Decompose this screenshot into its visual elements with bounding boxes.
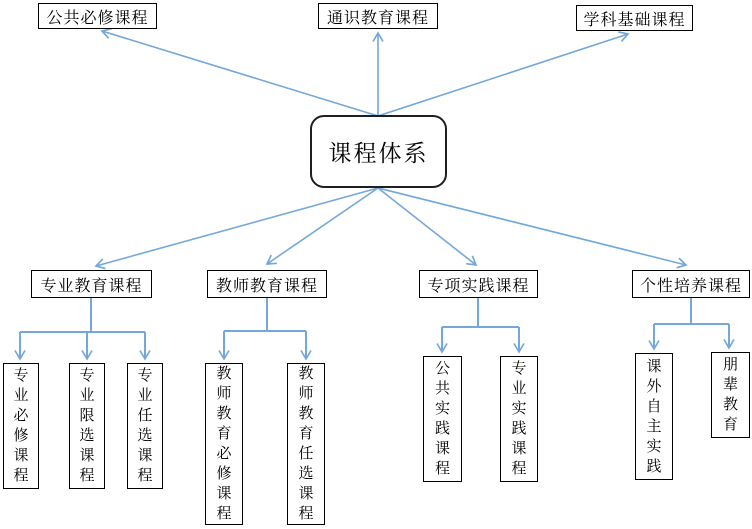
- connector-root-to-teacher-education: [267, 188, 378, 264]
- leaf-label: 课外自主实践: [646, 357, 662, 475]
- leaf-label: 专业任选课程: [137, 367, 153, 484]
- leaf-node-major-limited-elective: [69, 363, 105, 489]
- connector-branch2-trunk: [224, 298, 306, 331]
- connector-branch4-trunk: [654, 298, 729, 324]
- connector-root-to-major-education: [96, 188, 378, 266]
- root-node-course-system: 课程体系: [310, 115, 447, 188]
- leaf-label: 专业实践课程: [511, 360, 527, 477]
- top-node-general-education: 通识教育课程: [318, 3, 438, 29]
- leaf-node-teacher-education-elective: [287, 363, 325, 525]
- top-node-subject-foundation: 学科基础课程: [576, 5, 693, 31]
- leaf-node-major-free-elective: [127, 363, 163, 489]
- branch-node-major-education: 专业教育课程: [31, 270, 152, 298]
- connector-root-to-individual-development: [378, 188, 686, 265]
- branch-node-individual-development: 个性培养课程: [632, 270, 750, 298]
- top-node-public-compulsory: 公共必修课程: [38, 3, 157, 29]
- leaf-node-teacher-education-compulsory: [205, 363, 243, 525]
- branch-node-teacher-education: 教师教育课程: [207, 270, 327, 298]
- connector-root-to-subject-foundation: [378, 34, 628, 116]
- leaf-node-major-compulsory: [3, 363, 39, 489]
- leaf-node-peer-education: [711, 352, 750, 438]
- connector-branch1-trunk: [20, 298, 145, 332]
- leaf-label: 公共实践课程: [434, 360, 450, 477]
- leaf-label: 教师教育必修课程: [216, 365, 232, 522]
- leaf-label: 朋辈教育: [722, 356, 738, 433]
- leaf-label: 教师教育任选课程: [298, 365, 314, 522]
- connector-branch3-trunk: [442, 298, 519, 327]
- connector-root-to-public-compulsory: [102, 31, 378, 116]
- branch-node-special-practice: 专项实践课程: [419, 270, 538, 298]
- leaf-node-public-practice: [423, 356, 462, 482]
- leaf-node-major-practice: [500, 356, 538, 482]
- leaf-label: 专业限选课程: [79, 367, 95, 484]
- leaf-node-extracurricular-practice: [635, 353, 673, 480]
- leaf-label: 专业必修课程: [13, 367, 29, 484]
